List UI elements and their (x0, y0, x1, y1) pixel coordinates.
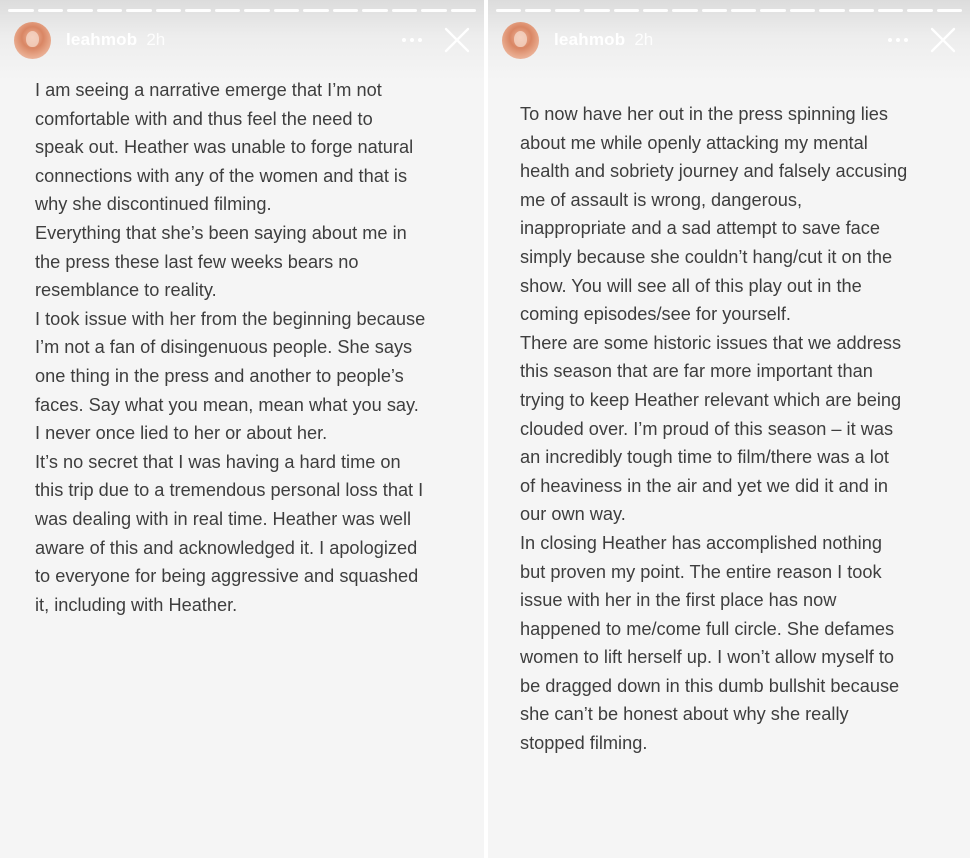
progress-segment (274, 9, 300, 12)
progress-segment (672, 9, 697, 12)
avatar[interactable] (14, 22, 51, 59)
story-header (14, 20, 474, 60)
post-time: 2h (146, 30, 166, 49)
username[interactable]: leahmob (66, 30, 138, 49)
progress-segment (185, 9, 211, 12)
progress-segment (244, 9, 270, 12)
progress-segment (451, 9, 477, 12)
progress-segment (525, 9, 550, 12)
avatar[interactable] (502, 22, 539, 59)
progress-segment (421, 9, 447, 12)
progress-segment (333, 9, 359, 12)
progress-segment (643, 9, 668, 12)
progress-segment (215, 9, 241, 12)
progress-segment (584, 9, 609, 12)
post-time: 2h (634, 30, 654, 49)
story-header (502, 20, 960, 60)
progress-segment (937, 9, 962, 12)
progress-segment (907, 9, 932, 12)
story-panel-left[interactable] (0, 0, 484, 858)
story-text: I am seeing a narrative emerge that I’m not comfortable with and thus feel the need to speak out. Heather was unable to forge natural connections with any of the women and that is why she discontinued filming. Everything that she’s been saying about me in the press these last few weeks bears no resemblance to reality. I took issue with her from the beginning because I’m not a fan of disingenuous people. She says one thing in the press and another to people’s faces. Say what you mean, mean what you say. I never once lied to her or about her. It’s no secret that I was having a hard time on this trip due to a tremendous personal loss that I was dealing with in real time. Heather was well aware of this and acknowledged it. I apologized to everyone for being aggressive and squashed it, including with Heather. (35, 80, 426, 615)
progress-segment (790, 9, 815, 12)
progress-segment (614, 9, 639, 12)
progress-segment (97, 9, 123, 12)
progress-segment (760, 9, 785, 12)
progress-segment (496, 9, 521, 12)
username[interactable]: leahmob (554, 30, 626, 49)
progress-segment (38, 9, 64, 12)
progress-segment (731, 9, 756, 12)
progress-segment (849, 9, 874, 12)
progress-segment (702, 9, 727, 12)
progress-segment (67, 9, 93, 12)
progress-segment (878, 9, 903, 12)
story-progress-bar (8, 9, 476, 12)
close-icon[interactable] (930, 27, 956, 53)
story-text: To now have her out in the press spinning lies about me while openly attacking my mental health and sobriety journey and falsely accusing me of assault is wrong, dangerous, inappropriate and a sad attempt to save face simply because she couldn’t hang/cut it on the show. You will see all of this play out in the coming episodes/see for yourself. There are some historic issues that we address this season that are far more important than trying to keep Heather relevant which are being clouded over. I’m proud of this season – it was an incredibly tough time to film/there was a lot of heaviness in the air and yet we did it and in our own way. In closing Heather has accomplished nothing but proven my point. The entire reason I took issue with her in the first place has now happened to me/come full circle. She defames women to lift herself up. I won’t allow myself to be dragged down in this dumb bullshit because she can’t be honest about why she really stopped filming. (520, 104, 908, 754)
progress-segment (555, 9, 580, 12)
more-options-icon[interactable] (888, 38, 908, 42)
story-progress-bar (496, 9, 962, 12)
progress-segment (156, 9, 182, 12)
progress-segment (819, 9, 844, 12)
progress-segment (126, 9, 152, 12)
more-options-icon[interactable] (402, 38, 422, 42)
progress-segment (303, 9, 329, 12)
progress-segment (362, 9, 388, 12)
story-panel-right[interactable] (488, 0, 970, 858)
close-icon[interactable] (444, 27, 470, 53)
progress-segment (8, 9, 34, 12)
progress-segment (392, 9, 418, 12)
